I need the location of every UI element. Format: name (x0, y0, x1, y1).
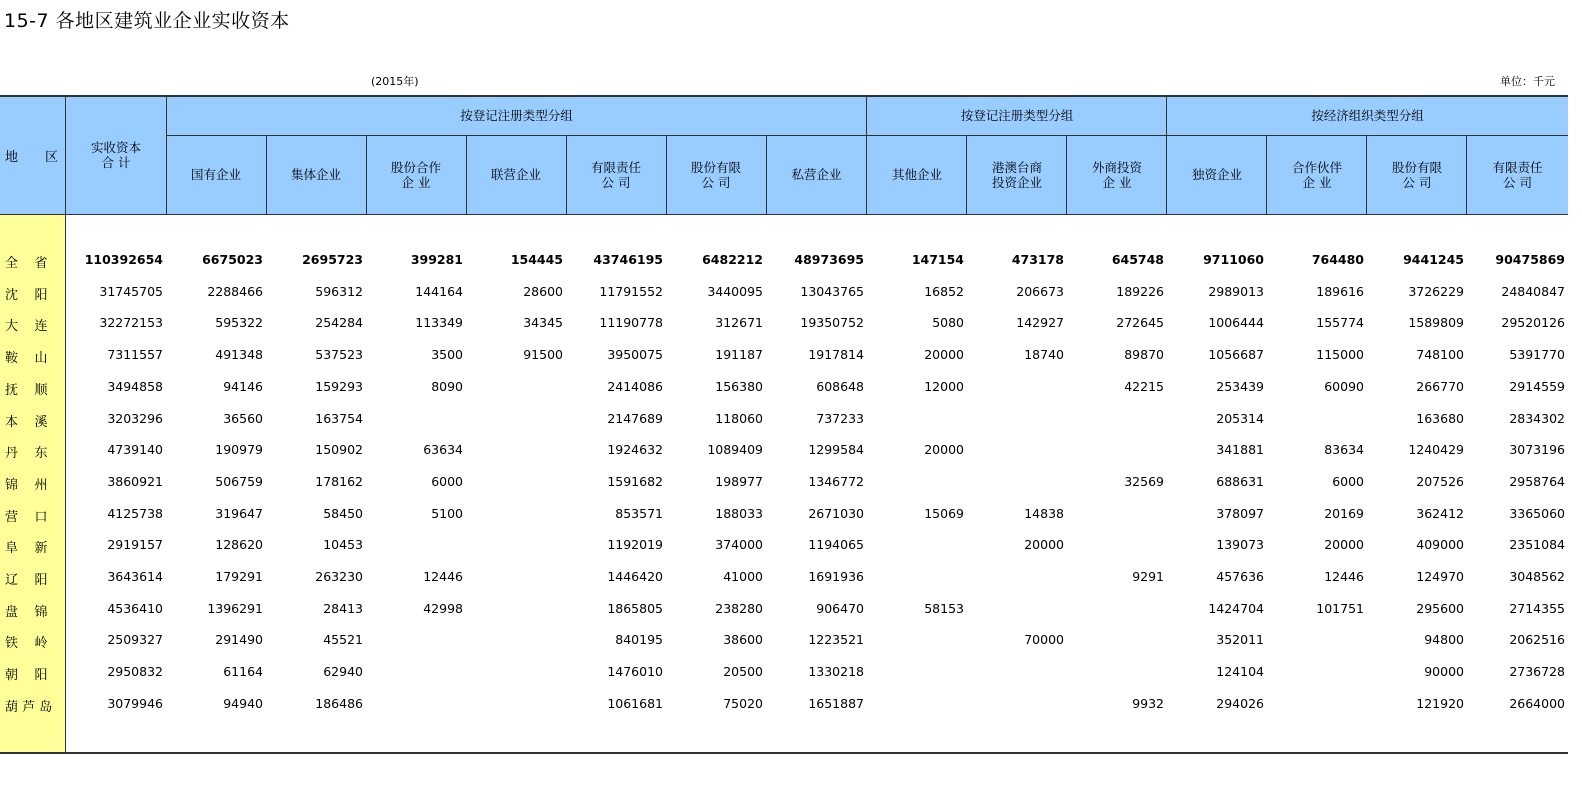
table-row (0, 506, 1568, 538)
table-cell: 38600 (723, 632, 763, 648)
table-cell: 2914559 (1509, 378, 1565, 394)
region-name: 铁 岭 (5, 636, 48, 652)
table-cell: 142927 (1016, 315, 1064, 331)
table-cell: 159293 (315, 378, 363, 394)
table-cell: 2736728 (1509, 664, 1565, 680)
col-header-other: 其他企业 (891, 167, 942, 182)
table-cell: 3726229 (1408, 283, 1464, 299)
table-cell: 36560 (223, 410, 263, 426)
table-cell: 12000 (924, 378, 964, 394)
table-cell: 42215 (1124, 378, 1164, 394)
table-cell: 15069 (924, 505, 964, 521)
col-header-foreign: 外商投资 企 业 (1091, 159, 1142, 190)
table-cell: 31745705 (99, 283, 163, 299)
table-cell: 58153 (924, 600, 964, 616)
table-cell: 189616 (1316, 283, 1364, 299)
table-cell: 254284 (315, 315, 363, 331)
table-cell: 83634 (1324, 442, 1364, 458)
table-row (0, 569, 1568, 601)
table-cell: 291490 (215, 632, 263, 648)
table-cell: 362412 (1416, 505, 1464, 521)
table-cell: 1346772 (808, 473, 864, 489)
col-divider (566, 135, 567, 214)
region-name: 营 口 (5, 509, 48, 525)
table-cell: 688631 (1216, 473, 1264, 489)
table-cell: 43746195 (593, 252, 663, 267)
region-name: 朝 阳 (5, 668, 48, 684)
table-cell: 4536410 (107, 600, 163, 616)
group-divider-2 (1166, 96, 1167, 214)
col-header-limited-liability-econ: 有限责任 公 司 (1492, 159, 1543, 190)
col-header-private: 私营企业 (791, 167, 842, 182)
table-cell: 645748 (1111, 252, 1164, 267)
table-cell: 399281 (410, 252, 463, 267)
region-name: 葫 芦 岛 (5, 699, 53, 715)
table-cell: 163754 (315, 410, 363, 426)
table-cell: 144164 (415, 283, 463, 299)
table-cell: 154445 (510, 252, 563, 267)
table-row (0, 284, 1568, 316)
table-cell: 473178 (1011, 252, 1064, 267)
table-row (0, 664, 1568, 696)
col-header-sole-proprietorship: 独资企业 (1191, 167, 1242, 182)
table-cell: 1424704 (1208, 600, 1264, 616)
table-cell: 1924632 (607, 442, 663, 458)
table-cell: 608648 (816, 378, 864, 394)
table-cell: 198977 (715, 473, 763, 489)
group-divider-1 (866, 96, 867, 214)
table-cell: 42998 (423, 600, 463, 616)
table-cell: 189226 (1116, 283, 1164, 299)
table-cell: 34345 (523, 315, 563, 331)
table-cell: 110392654 (84, 252, 163, 267)
region-name: 锦 州 (5, 477, 48, 493)
table-cell: 374000 (715, 537, 763, 553)
table-cell: 12446 (423, 569, 463, 584)
table-cell: 378097 (1216, 505, 1264, 521)
table-cell: 118060 (715, 410, 763, 426)
table-row (0, 537, 1568, 569)
table-cell: 190979 (215, 442, 263, 458)
table-cell: 3950075 (607, 347, 663, 363)
table-cell: 150902 (315, 442, 363, 458)
table-cell: 16852 (924, 283, 964, 299)
total-capital-header: 实收资本 合 计 (90, 140, 141, 170)
table-cell: 2509327 (107, 632, 163, 648)
table-cell: 41000 (723, 569, 763, 584)
table-cell: 19350752 (800, 315, 864, 331)
table-cell: 2288466 (207, 283, 263, 299)
table-row (0, 696, 1568, 728)
table-cell: 3500 (431, 347, 463, 363)
region-name: 盘 锦 (5, 604, 48, 620)
region-name: 辽 阳 (5, 573, 48, 588)
table-cell: 253439 (1216, 378, 1264, 394)
table-cell: 294026 (1216, 695, 1264, 711)
col-divider (1466, 135, 1467, 214)
table-row (0, 442, 1568, 474)
table-cell: 1330218 (808, 664, 864, 680)
table-cell: 206673 (1016, 283, 1064, 299)
table-cell: 28413 (323, 600, 363, 616)
region-name: 丹 东 (5, 446, 48, 462)
table-cell: 312671 (715, 315, 763, 331)
region-header (0, 96, 66, 214)
group-header-registration-1: 按登记注册类型分组 (460, 108, 573, 123)
table-cell: 75020 (723, 695, 763, 711)
table-cell: 3079946 (107, 695, 163, 711)
col-header-partnership: 合作伙伴 企 业 (1291, 159, 1342, 190)
col-header-state-owned: 国有企业 (190, 167, 241, 182)
table-cell: 506759 (215, 473, 263, 489)
top-border (0, 95, 1568, 97)
table-cell: 147154 (911, 252, 964, 267)
table-cell: 124970 (1416, 569, 1464, 584)
table-cell: 179291 (215, 569, 263, 584)
bottom-border (0, 752, 1568, 754)
table-cell: 1476010 (607, 664, 663, 680)
col-divider (1066, 135, 1067, 214)
table-cell: 3048562 (1509, 569, 1565, 584)
table-row (0, 411, 1568, 443)
table-cell: 11190778 (599, 315, 663, 331)
table-cell: 155774 (1316, 315, 1364, 331)
table-cell: 9441245 (1403, 252, 1464, 267)
table-cell: 3860921 (107, 473, 163, 489)
group-divider (166, 135, 1568, 136)
header-bottom-border (0, 214, 1568, 215)
table-cell: 1006444 (1208, 315, 1264, 331)
table-cell: 2919157 (107, 537, 163, 553)
table-cell: 60090 (1324, 378, 1364, 394)
table-cell: 128620 (215, 537, 263, 553)
table-cell: 272645 (1116, 315, 1164, 331)
col-header-shareholding-econ: 股份有限 公 司 (1391, 159, 1442, 190)
table-cell: 1223521 (808, 632, 864, 648)
table-cell: 94940 (223, 695, 263, 711)
region-name: 全 省 (5, 256, 48, 271)
table-cell: 3643614 (107, 569, 163, 584)
table-cell: 61164 (223, 664, 263, 680)
table-cell: 20000 (924, 442, 964, 458)
table-cell: 20000 (1324, 537, 1364, 553)
region-name: 阜 新 (5, 541, 48, 557)
table-cell: 6675023 (202, 252, 263, 267)
table-cell: 9291 (1132, 569, 1164, 584)
table-row (0, 601, 1568, 633)
table-cell: 29520126 (1501, 315, 1565, 331)
group-header-economic-type: 按经济组织类型分组 (1311, 108, 1424, 123)
table-cell: 319647 (215, 505, 263, 521)
table-cell: 2062516 (1509, 632, 1565, 648)
col-header-limited-liability: 有限责任 公 司 (590, 159, 641, 190)
table-cell: 2147689 (607, 410, 663, 426)
table-cell: 32569 (1124, 473, 1164, 489)
region-name: 本 溪 (5, 414, 48, 430)
table-cell: 191187 (715, 347, 763, 363)
col-divider (1266, 135, 1267, 214)
table-cell: 748100 (1416, 347, 1464, 363)
table-cell: 1651887 (808, 695, 864, 711)
table-cell: 1299584 (808, 442, 864, 458)
table-cell: 13043765 (800, 283, 864, 299)
table-cell: 1194065 (808, 537, 864, 553)
table-cell: 7311557 (107, 347, 163, 363)
col-divider (966, 135, 967, 214)
region-header-right: 区 (44, 149, 58, 165)
table-cell: 266770 (1416, 378, 1464, 394)
table-cell: 2695723 (302, 252, 363, 267)
table-cell: 3203296 (107, 410, 163, 426)
table-cell: 6000 (431, 473, 463, 489)
table-cell: 14838 (1024, 505, 1064, 521)
table-cell: 238280 (715, 600, 763, 616)
table-cell: 3365060 (1509, 505, 1565, 521)
table-cell: 1446420 (607, 569, 663, 584)
table-cell: 90475869 (1495, 252, 1565, 267)
table-unit: 单位：千元 (1500, 75, 1555, 88)
col-header-collective: 集体企业 (290, 167, 341, 182)
col-header-joint-stock-coop: 股份合作 企 业 (390, 159, 441, 190)
table-cell: 1061681 (607, 695, 663, 711)
table-cell: 5100 (431, 505, 463, 521)
table-cell: 20500 (723, 664, 763, 680)
table-cell: 1691936 (808, 569, 864, 584)
table-cell: 4739140 (107, 442, 163, 458)
table-cell: 1589809 (1408, 315, 1464, 331)
table-cell: 20169 (1324, 505, 1364, 521)
table-cell: 2664000 (1509, 695, 1565, 711)
table-cell: 853571 (615, 505, 663, 521)
table-cell: 352011 (1216, 632, 1264, 648)
table-cell: 10453 (323, 537, 363, 553)
col-divider (666, 135, 667, 214)
region-name: 鞍 山 (5, 351, 48, 367)
region-name: 沈 阳 (5, 287, 48, 303)
table-cell: 2958764 (1509, 473, 1565, 489)
table-row (0, 347, 1568, 379)
table-cell: 89870 (1124, 347, 1164, 363)
col-header-shareholding: 股份有限 公 司 (690, 159, 741, 190)
table-cell: 8090 (431, 378, 463, 394)
table-cell: 295600 (1416, 600, 1464, 616)
region-name: 抚 顺 (5, 382, 48, 398)
table-cell: 207526 (1416, 473, 1464, 489)
table-cell: 63634 (423, 442, 463, 458)
region-header-left: 地 (5, 149, 19, 165)
table-cell: 9711060 (1203, 252, 1264, 267)
table-cell: 1865805 (607, 600, 663, 616)
table-cell: 5080 (932, 315, 964, 331)
table-cell: 2671030 (808, 505, 864, 521)
table-cell: 62940 (323, 664, 363, 680)
table-cell: 263230 (315, 569, 363, 584)
table-cell: 139073 (1216, 537, 1264, 553)
table-cell: 20000 (1024, 537, 1064, 553)
table-row (0, 474, 1568, 506)
table-cell: 205314 (1216, 410, 1264, 426)
table-cell: 1240429 (1408, 442, 1464, 458)
table-row (0, 632, 1568, 664)
table-cell: 906470 (816, 600, 864, 616)
table-cell: 121920 (1416, 695, 1464, 711)
table-cell: 491348 (215, 347, 263, 363)
table-row (0, 379, 1568, 411)
table-cell: 186486 (315, 695, 363, 711)
table-cell: 1089409 (707, 442, 763, 458)
table-cell: 18740 (1024, 347, 1064, 363)
table-cell: 9932 (1132, 695, 1164, 711)
table-cell: 45521 (323, 632, 363, 648)
col-header-hk-macao-taiwan: 港澳台商 投资企业 (991, 159, 1042, 190)
table-cell: 90000 (1424, 664, 1464, 680)
table-cell: 32272153 (99, 315, 163, 331)
group-header-registration-2: 按登记注册类型分组 (960, 108, 1074, 123)
table-title: 15-7 各地区建筑业企业实收资本 (4, 10, 290, 32)
table-cell: 4125738 (107, 505, 163, 521)
table-cell: 101751 (1316, 600, 1364, 616)
table-cell: 3494858 (107, 378, 163, 394)
table-cell: 20000 (924, 347, 964, 363)
table-cell: 24840847 (1501, 283, 1565, 299)
table-cell: 113349 (415, 315, 463, 331)
table-cell: 115000 (1316, 347, 1364, 363)
table-cell: 764480 (1311, 252, 1364, 267)
table-cell: 6000 (1332, 473, 1364, 489)
table-cell: 457636 (1216, 569, 1264, 584)
table-cell: 2351084 (1509, 537, 1565, 553)
table-cell: 91500 (523, 347, 563, 363)
table-year: (2015年) (371, 75, 419, 88)
table-cell: 595322 (215, 315, 263, 331)
region-name: 大 连 (5, 319, 48, 335)
total-divider (166, 96, 167, 214)
table-cell: 1192019 (607, 537, 663, 553)
table-cell: 11791552 (599, 283, 663, 299)
table-cell: 28600 (523, 283, 563, 299)
table-row (0, 315, 1568, 347)
table-cell: 6482212 (702, 252, 763, 267)
table-cell: 1917814 (808, 347, 864, 363)
col-divider (766, 135, 767, 214)
table-cell: 70000 (1024, 632, 1064, 648)
table-cell: 1056687 (1208, 347, 1264, 363)
table-cell: 12446 (1324, 569, 1364, 584)
table-cell: 163680 (1416, 410, 1464, 426)
table-cell: 737233 (816, 410, 864, 426)
col-header-joint-venture: 联营企业 (490, 167, 541, 182)
table-cell: 596312 (315, 283, 363, 299)
col-divider (1366, 135, 1367, 214)
table-cell: 2414086 (607, 378, 663, 394)
table-cell: 1591682 (607, 473, 663, 489)
table-cell: 409000 (1416, 537, 1464, 553)
table-cell: 94800 (1424, 632, 1464, 648)
table-cell: 178162 (315, 473, 363, 489)
table-cell: 58450 (323, 505, 363, 521)
table-cell: 3440095 (707, 283, 763, 299)
table-cell: 2989013 (1208, 283, 1264, 299)
table-cell: 2950832 (107, 664, 163, 680)
col-divider (266, 135, 267, 214)
table-cell: 156380 (715, 378, 763, 394)
table-cell: 3073196 (1509, 442, 1565, 458)
table-cell: 124104 (1216, 664, 1264, 680)
table-cell: 5391770 (1509, 347, 1565, 363)
table-cell: 2714355 (1509, 600, 1565, 616)
table-cell: 2834302 (1509, 410, 1565, 426)
table-cell: 840195 (615, 632, 663, 648)
table-cell: 341881 (1216, 442, 1264, 458)
table-cell: 188033 (715, 505, 763, 521)
table-cell: 537523 (315, 347, 363, 363)
col-divider (466, 135, 467, 214)
table-cell: 48973695 (794, 252, 864, 267)
table-row (0, 252, 1568, 284)
col-divider (366, 135, 367, 214)
table-cell: 94146 (223, 378, 263, 394)
table-cell: 1396291 (207, 600, 263, 616)
